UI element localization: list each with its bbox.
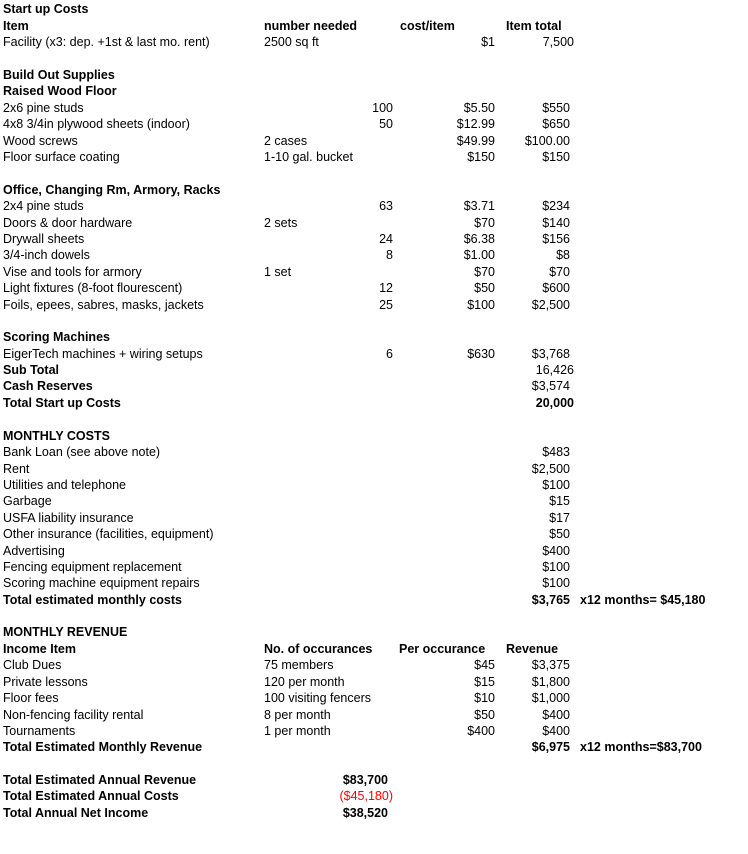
startup-total-row (0, 395, 748, 411)
qty-cell: 2 sets (264, 216, 298, 230)
qty-cell: 1-10 gal. bucket (264, 150, 353, 164)
revenue-cell: $3,375 (531, 658, 570, 672)
subtotal-label: Sub Total (3, 363, 60, 377)
qty-cell: 8 (386, 248, 393, 262)
item-cell: Club Dues (3, 658, 62, 672)
item-cell: Fencing equipment replacement (3, 560, 182, 574)
qty-cell: 63 (379, 199, 393, 213)
amount-cell: $100 (542, 560, 570, 574)
header-per-occurance: Per occurance (399, 642, 486, 656)
startup-total-value: 20,000 (535, 396, 574, 410)
subtotal-value: 16,426 (535, 363, 574, 377)
per-cell: $45 (474, 658, 495, 672)
table-row (0, 149, 748, 165)
cost-cell: $70 (474, 216, 495, 230)
startup-title-row (0, 1, 748, 17)
annual-costs-value: ($45,180) (339, 789, 393, 803)
item-cell: Other insurance (facilities, equipment) (3, 527, 214, 541)
revenue-cell: $1,000 (531, 691, 570, 705)
monthly-revenue-total-row (0, 739, 748, 755)
header-revenue: Revenue (506, 642, 559, 656)
cost-cell: $1 (481, 35, 495, 49)
total-cell: $140 (542, 216, 570, 230)
revenue-cell: $400 (542, 724, 570, 738)
table-row (0, 575, 748, 591)
section-title: Build Out Supplies (3, 68, 115, 82)
annual-costs-label: Total Estimated Annual Costs (3, 789, 179, 803)
item-cell: Foils, epees, sabres, masks, jackets (3, 298, 204, 312)
item-cell: Advertising (3, 544, 65, 558)
cost-cell: $1.00 (463, 248, 495, 262)
cost-cell: $100 (467, 298, 495, 312)
cash-reserves-row (0, 378, 748, 394)
total-cell: $100.00 (524, 134, 570, 148)
table-row (0, 231, 748, 247)
qty-cell: 25 (379, 298, 393, 312)
item-cell: 3/4-inch dowels (3, 248, 90, 262)
table-row (0, 526, 748, 542)
section-title: MONTHLY REVENUE (3, 625, 128, 639)
startup-header-row (0, 18, 748, 34)
cost-cell: $3.71 (463, 199, 495, 213)
cash-reserves-label: Cash Reserves (3, 379, 93, 393)
total-cell: $150 (542, 150, 570, 164)
subtotal-row (0, 362, 748, 378)
cost-cell: $630 (467, 347, 495, 361)
table-row (0, 690, 748, 706)
subsection-title: Raised Wood Floor (3, 84, 117, 98)
qty-cell: 2500 sq ft (264, 35, 319, 49)
table-row (0, 215, 748, 231)
item-cell: 2x4 pine studs (3, 199, 84, 213)
monthly-costs-total-row (0, 592, 748, 608)
annual-costs-note: x12 months= $45,180 (580, 593, 706, 607)
per-cell: $400 (467, 724, 495, 738)
table-row (0, 133, 748, 149)
item-cell: Floor fees (3, 691, 59, 705)
revenue-cell: $400 (542, 708, 570, 722)
annual-revenue-row (0, 772, 748, 788)
occ-cell: 8 per month (264, 708, 331, 722)
amount-cell: $100 (542, 478, 570, 492)
cost-cell: $150 (467, 150, 495, 164)
total-cell: $550 (542, 101, 570, 115)
table-row (0, 280, 748, 296)
item-cell: Drywall sheets (3, 232, 85, 246)
startup-total-label: Total Start up Costs (3, 396, 121, 410)
cost-cell: $12.99 (456, 117, 495, 131)
net-income-row (0, 805, 748, 821)
total-cell: $2,500 (531, 298, 570, 312)
header-item: Item (3, 19, 29, 33)
item-cell: Light fixtures (8-foot flourescent) (3, 281, 183, 295)
item-cell: Garbage (3, 494, 52, 508)
item-cell: Floor surface coating (3, 150, 120, 164)
item-cell: Utilities and telephone (3, 478, 126, 492)
table-row (0, 100, 748, 116)
item-cell: 4x8 3/4in plywood sheets (indoor) (3, 117, 190, 131)
total-cell: $8 (556, 248, 570, 262)
table-row (0, 461, 748, 477)
table-row (0, 493, 748, 509)
monthly-costs-total-value: $3,765 (531, 593, 570, 607)
monthly-costs-total-label: Total estimated monthly costs (3, 593, 182, 607)
table-row (0, 297, 748, 313)
qty-cell: 24 (379, 232, 393, 246)
total-cell: $600 (542, 281, 570, 295)
floor-title-row (0, 83, 748, 99)
cost-cell: $50 (474, 281, 495, 295)
qty-cell: 50 (379, 117, 393, 131)
office-title-row (0, 182, 748, 198)
section-title: MONTHLY COSTS (3, 429, 110, 443)
annual-costs-row (0, 788, 748, 804)
occ-cell: 1 per month (264, 724, 331, 738)
table-row (0, 264, 748, 280)
cost-cell: $5.50 (463, 101, 495, 115)
item-cell: Vise and tools for armory (3, 265, 142, 279)
table-row (0, 247, 748, 263)
monthly-revenue-total-value: $6,975 (531, 740, 570, 754)
table-row (0, 444, 748, 460)
net-income-value: $38,520 (342, 806, 388, 820)
item-cell: Wood screws (3, 134, 78, 148)
total-cell: $3,768 (531, 347, 570, 361)
total-cell: 7,500 (542, 35, 574, 49)
qty-cell: 12 (379, 281, 393, 295)
item-cell: 2x6 pine studs (3, 101, 84, 115)
cost-cell: $70 (474, 265, 495, 279)
table-row (0, 707, 748, 723)
monthly-revenue-title-row (0, 624, 748, 640)
monthly-revenue-total-label: Total Estimated Monthly Revenue (3, 740, 203, 754)
subsection-title: Office, Changing Rm, Armory, Racks (3, 183, 221, 197)
amount-cell: $17 (549, 511, 570, 525)
table-row (0, 116, 748, 132)
annual-revenue-value: $83,700 (342, 773, 388, 787)
amount-cell: $50 (549, 527, 570, 541)
table-row (0, 559, 748, 575)
occ-cell: 100 visiting fencers (264, 691, 372, 705)
revenue-cell: $1,800 (531, 675, 570, 689)
table-row (0, 674, 748, 690)
total-cell: $70 (549, 265, 570, 279)
scoring-title-row (0, 329, 748, 345)
table-row (0, 510, 748, 526)
item-cell: Non-fencing facility rental (3, 708, 144, 722)
table-row (0, 723, 748, 739)
buildout-title-row (0, 67, 748, 83)
cash-reserves-value: $3,574 (531, 379, 570, 393)
header-needed: number needed (264, 19, 358, 33)
per-cell: $50 (474, 708, 495, 722)
item-cell: EigerTech machines + wiring setups (3, 347, 203, 361)
cost-cell: $49.99 (456, 134, 495, 148)
subsection-title: Scoring Machines (3, 330, 110, 344)
table-row (0, 198, 748, 214)
amount-cell: $483 (542, 445, 570, 459)
header-occurances: No. of occurances (264, 642, 373, 656)
annual-revenue-note: x12 months=$83,700 (580, 740, 702, 754)
revenue-header-row (0, 641, 748, 657)
amount-cell: $2,500 (531, 462, 570, 476)
item-cell: Tournaments (3, 724, 76, 738)
amount-cell: $100 (542, 576, 570, 590)
section-title: Start up Costs (3, 2, 89, 16)
qty-cell: 1 set (264, 265, 292, 279)
table-row (0, 657, 748, 673)
qty-cell: 100 (372, 101, 393, 115)
per-cell: $15 (474, 675, 495, 689)
item-cell: Doors & door hardware (3, 216, 133, 230)
item-cell: Private lessons (3, 675, 88, 689)
header-income-item: Income Item (3, 642, 76, 656)
total-cell: $234 (542, 199, 570, 213)
amount-cell: $400 (542, 544, 570, 558)
total-cell: $156 (542, 232, 570, 246)
item-cell: Scoring machine equipment repairs (3, 576, 200, 590)
table-row (0, 477, 748, 493)
annual-revenue-label: Total Estimated Annual Revenue (3, 773, 197, 787)
header-total: Item total (506, 19, 562, 33)
cost-cell: $6.38 (463, 232, 495, 246)
table-row (0, 346, 748, 362)
item-cell: Facility (x3: dep. +1st & last mo. rent) (3, 35, 210, 49)
item-cell: Bank Loan (see above note) (3, 445, 161, 459)
table-row (0, 34, 748, 50)
per-cell: $10 (474, 691, 495, 705)
item-cell: USFA liability insurance (3, 511, 134, 525)
header-cost: cost/item (400, 19, 455, 33)
monthly-costs-title-row (0, 428, 748, 444)
item-cell: Rent (3, 462, 30, 476)
table-row (0, 543, 748, 559)
qty-cell: 2 cases (264, 134, 308, 148)
total-cell: $650 (542, 117, 570, 131)
qty-cell: 6 (386, 347, 393, 361)
amount-cell: $15 (549, 494, 570, 508)
occ-cell: 75 members (264, 658, 334, 672)
net-income-label: Total Annual Net Income (3, 806, 149, 820)
occ-cell: 120 per month (264, 675, 345, 689)
